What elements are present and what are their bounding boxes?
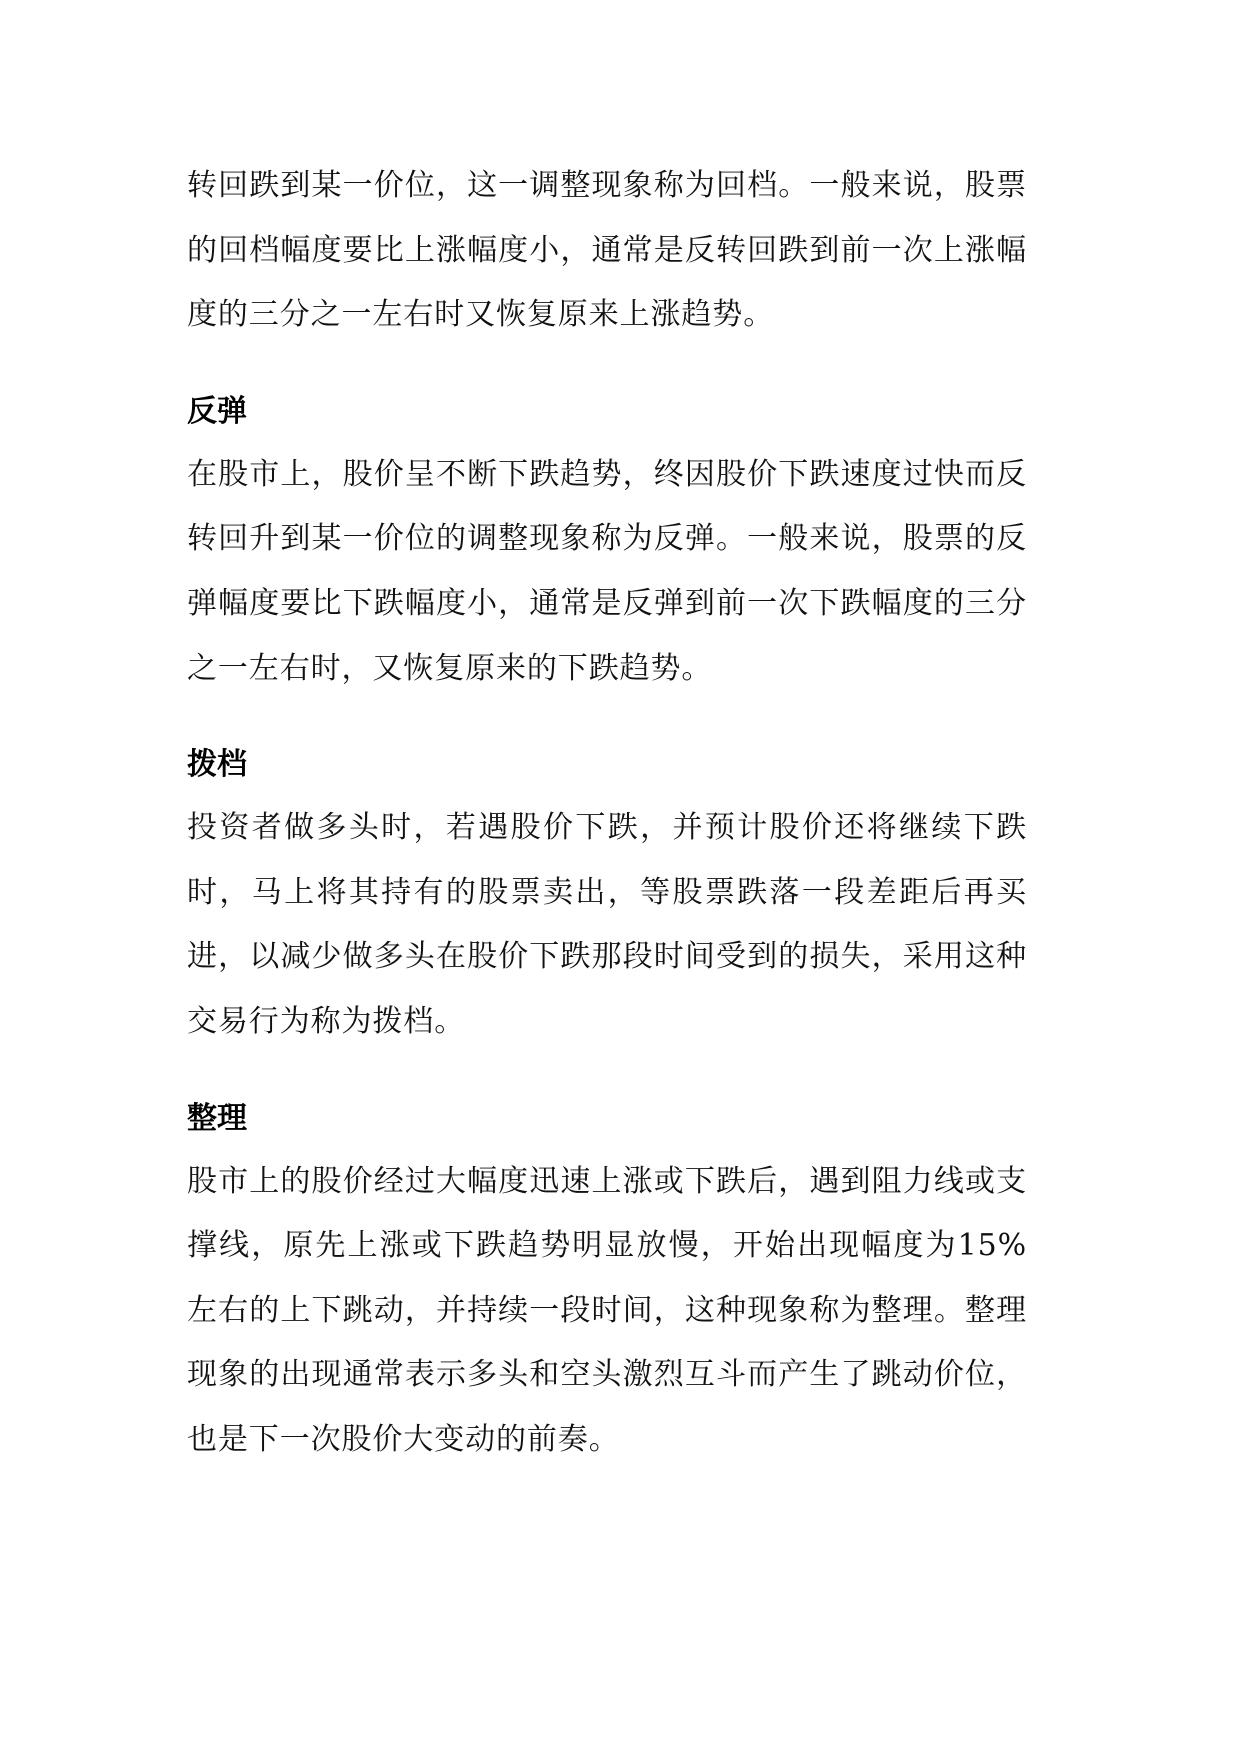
section-paragraph-bodang: 投资者做多头时，若遇股价下跌，并预计股价还将继续下跌时，马上将其持有的股票卖出，等股票跌落一段差距后再买进，以减少做多头在股价下跌那段时间受到的损失，采用这种交易行为称为拨档。 — [187, 810, 1027, 1039]
section-heading-bodang: 拨档 — [187, 747, 247, 783]
section-heading-consolidation: 整理 — [187, 1100, 247, 1136]
section-consolidation — [187, 1099, 1027, 1473]
document-body — [187, 154, 1027, 1473]
section-heading-rebound: 反弹 — [187, 393, 247, 429]
section-paragraph-consolidation: 股市上的股价经过大幅度迅速上涨或下跌后，遇到阻力线或支撑线，原先上涨或下跌趋势明显放慢，开始出现幅度为15%左右的上下跳动，并持续一段时间，这种现象称为整理。整理现象的出现通常表示多头和空头激烈互斗而产生了跳动价位，也是下一次股价大变动的前奏。 — [187, 1163, 1027, 1457]
section-paragraph-rebound: 在股市上，股价呈不断下跌趋势，终因股价下跌速度过快而反转回升到某一价位的调整现象称为反弹。一般来说，股票的反弹幅度要比下跌幅度小，通常是反弹到前一次下跌幅度的三分之一左右时，又恢复原来的下跌趋势。 — [187, 456, 1027, 686]
section-rebound — [187, 392, 1027, 701]
intro-paragraph: 转回跌到某一价位，这一调整现象称为回档。一般来说，股票的回档幅度要比上涨幅度小，通常是反转回跌到前一次上涨幅度的三分之一左右时又恢复原来上涨趋势。 — [187, 168, 1027, 333]
section-bodang — [187, 745, 1027, 1054]
